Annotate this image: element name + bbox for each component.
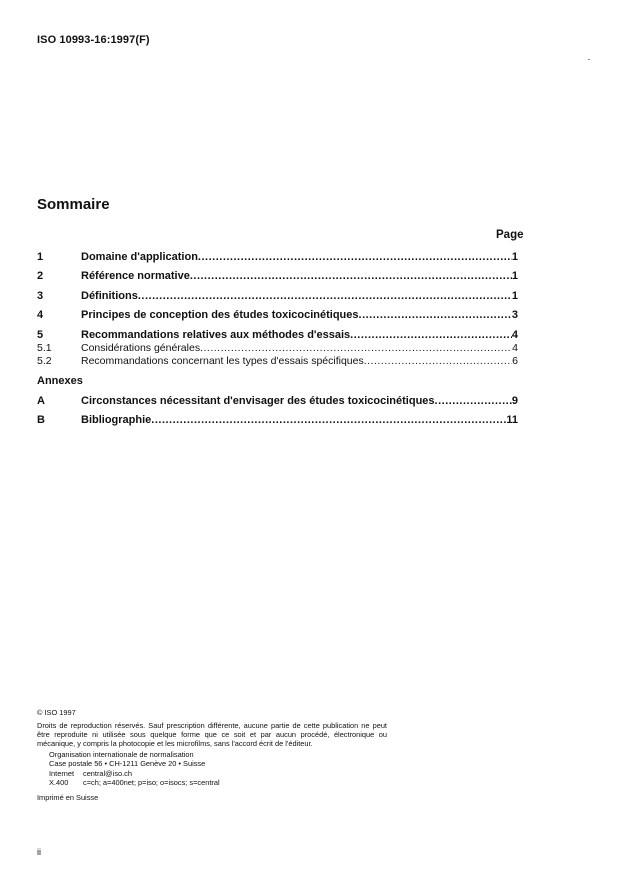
toc-label: Référence normative	[81, 270, 190, 282]
page-number: ii	[37, 847, 41, 857]
toc-label: Bibliographie	[81, 414, 152, 426]
x400-label: X.400	[49, 777, 69, 787]
toc-label: Circonstances nécessitant d'envisager des études toxicocinétiques	[81, 395, 435, 407]
toc-page: 1	[511, 270, 518, 282]
toc-page: 1	[511, 290, 518, 302]
internet-label: Internet	[49, 768, 75, 778]
toc-entry-3[interactable]	[37, 290, 518, 304]
toc-label: Définitions	[81, 290, 138, 302]
toc-number: 3	[37, 290, 44, 302]
toc-entry-5-1[interactable]	[37, 342, 518, 356]
copyright-text: Droits de reproduction réservés. Sauf prescription différente, aucune partie de cette publication ne peut être reproduite ni utilisée sous quelque forme que ce soit et par aucun procédé, électronique ou mécanique, y compris la photocopie et les microfilms, sans l'accord écrit de l'éditeur.	[37, 721, 387, 749]
toc-entry-5[interactable]	[37, 329, 518, 343]
toc-number: A	[37, 395, 45, 407]
toc-number: 4	[37, 309, 44, 321]
toc-label: Recommandations relatives aux méthodes d'essais	[81, 329, 351, 341]
scan-mark	[588, 59, 590, 60]
toc-page: 9	[511, 395, 518, 407]
toc-page: 6	[512, 355, 518, 367]
toc-number: 2	[37, 270, 44, 282]
toc-entry-1[interactable]	[37, 251, 518, 265]
toc-label: Recommandations concernant les types d'essais spécifiques	[81, 355, 364, 367]
toc-page: 3	[511, 309, 518, 321]
toc-entry-5-2[interactable]	[37, 355, 518, 369]
toc-page: 11	[506, 414, 518, 426]
toc-number: 5.2	[37, 355, 52, 367]
page-title: Sommaire	[37, 196, 110, 213]
toc-annex-a[interactable]	[37, 395, 518, 409]
toc-label: Principes de conception des études toxicocinétiques	[81, 309, 359, 321]
org-address: Case postale 56 • CH-1211 Genève 20 • Suisse	[49, 759, 206, 769]
x400-value: c=ch; a=400net; p=iso; o=isocs; s=central	[83, 777, 220, 787]
toc-number: B	[37, 414, 45, 426]
annexes-heading: Annexes	[37, 375, 83, 387]
copyright-line: © ISO 1997	[37, 708, 76, 717]
toc-entry-2[interactable]	[37, 270, 518, 284]
toc-label: Considérations générales	[81, 342, 201, 354]
org-name: Organisation internationale de normalisation	[49, 750, 194, 760]
toc-page: 4	[512, 342, 518, 354]
organization-info	[49, 750, 387, 786]
toc-page: 4	[511, 329, 518, 341]
document-id: ISO 10993-16:1997(F)	[37, 34, 150, 46]
toc-number: 1	[37, 251, 44, 263]
toc-number: 5.1	[37, 342, 52, 354]
toc-page: 1	[511, 251, 518, 263]
printed-in: Imprimé en Suisse	[37, 792, 99, 802]
toc-annex-b[interactable]	[37, 414, 518, 428]
toc-number: 5	[37, 329, 44, 341]
copyright-block	[37, 708, 387, 802]
internet-value[interactable]: central@iso.ch	[83, 768, 132, 778]
toc-label: Domaine d'application	[81, 251, 198, 263]
toc-entry-4[interactable]	[37, 309, 518, 323]
page-column-label: Page	[496, 229, 524, 241]
